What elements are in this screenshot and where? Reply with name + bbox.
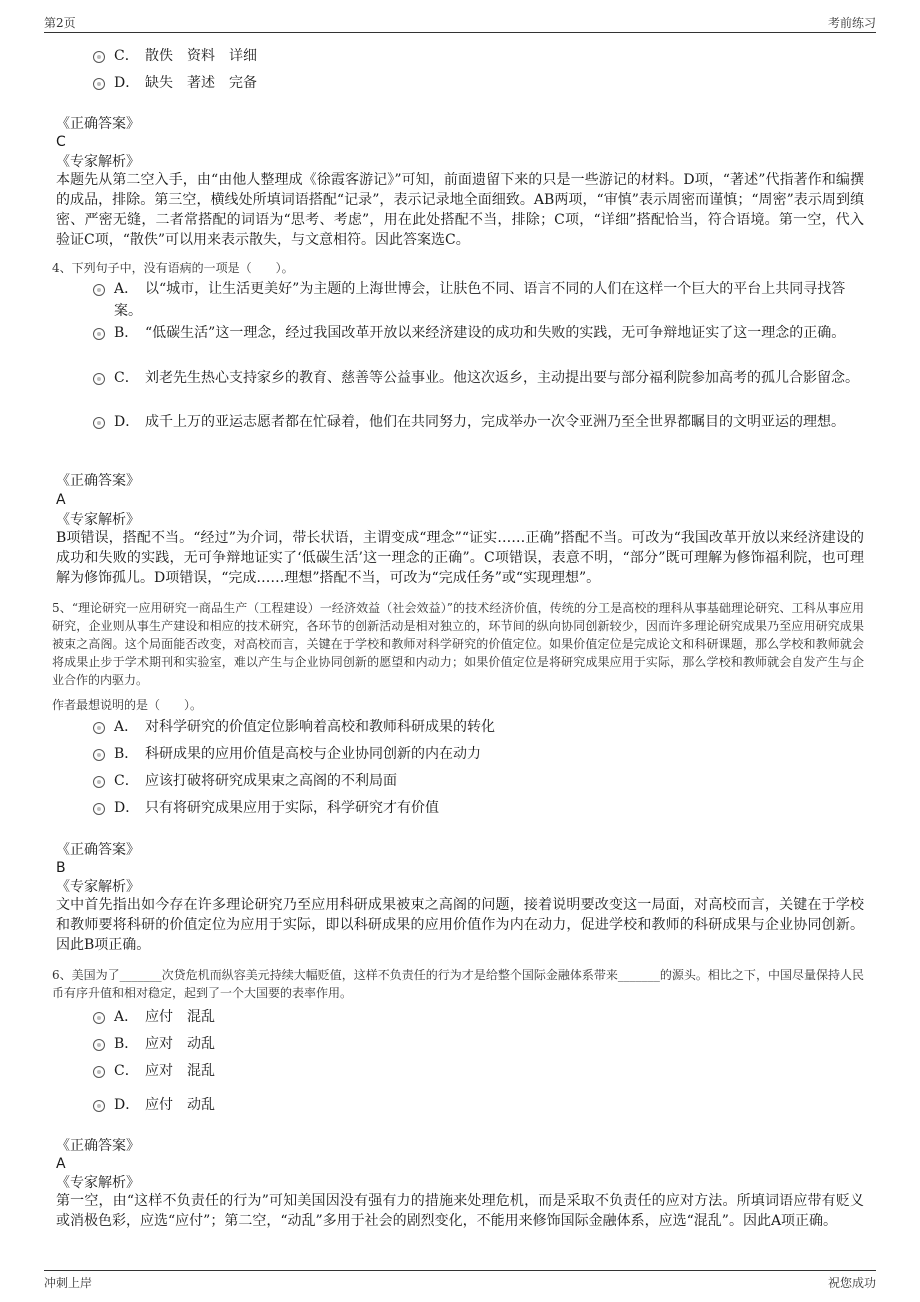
footer-left: 冲刺上岸	[44, 1276, 93, 1290]
radio-icon[interactable]	[93, 417, 105, 429]
analysis-label: 《专家解析》	[56, 512, 140, 528]
q4-option-d[interactable]: D． 成千上万的亚运志愿者都在忙碌着，他们在共同努力，完成举办一次令亚洲乃至全世界都瞩目的文明亚运的理想。	[93, 411, 863, 433]
q4-option-b[interactable]: B． “低碳生活”这一理念，经过我国改革开放以来经济建设的成功和失败的实践，无可争辩地证实了这一理念的正确。	[93, 322, 863, 344]
radio-icon[interactable]	[93, 1039, 105, 1051]
page-footer	[44, 1270, 876, 1295]
analysis-label: 《专家解析》	[56, 1175, 140, 1191]
footer-right: 祝您成功	[827, 1276, 876, 1290]
q5-option-c[interactable]: C． 应该打破将研究成果束之高阁的不利局面	[93, 770, 863, 792]
radio-icon[interactable]	[93, 1100, 105, 1112]
q4-option-c[interactable]: C． 刘老先生热心支持家乡的教育、慈善等公益事业。他这次返乡，主动提出要与部分福利院参加高考的孤儿合影留念。	[93, 367, 863, 389]
header-title: 考前练习	[827, 16, 876, 30]
q6-option-b[interactable]: B． 应对 动乱	[93, 1033, 863, 1055]
radio-icon[interactable]	[93, 284, 105, 296]
radio-icon[interactable]	[93, 1066, 105, 1078]
q5-option-b[interactable]: B． 科研成果的应用价值是高校与企业协同创新的内在动力	[93, 743, 863, 765]
q6-stem: 6、美国为了_______次贷危机而纵容美元持续大幅贬值，这样不负责任的行为才是给整个国际金融体系带来_______的源头。相比之下，中国尽量保持人民币有序升值和相对稳定，起到了一个大国要的表率作用。	[52, 968, 864, 1000]
radio-icon[interactable]	[93, 373, 105, 385]
q3-option-d[interactable]: D． 缺失 著述 完备	[93, 72, 863, 94]
q6-option-d[interactable]: D． 应付 动乱	[93, 1094, 863, 1116]
page-number: 第2页	[44, 16, 76, 30]
radio-icon[interactable]	[93, 803, 105, 815]
q4-stem: 4、下列句子中，没有语病的一项是（ ）。	[52, 261, 294, 275]
q3-analysis: 本题先从第二空入手，由“由他人整理成《徐霞客游记》”可知，前面遗留下来的只是一些游记的材料。D项，“著述”代指著作和编撰的成品，排除。第三空，横线处所填词语搭配“记录”，表示记录地全面细致。AB两项，“审慎”表示周密而谨慎；“周密”表示周到缜密、严密无缝，二者常搭配的词语为“思考、考虑”，用在此处搭配不当，排除；C项，“详细”搭配恰当，符合语境。第一空，代入验证C项，“散佚”可以用来表示散失，与文意相符。因此答案选C。	[56, 172, 864, 248]
analysis-label: 《专家解析》	[56, 154, 140, 170]
q5-option-d[interactable]: D． 只有将研究成果应用于实际，科学研究才有价值	[93, 797, 863, 819]
radio-icon[interactable]	[93, 1012, 105, 1024]
q5-option-a[interactable]: A． 对科学研究的价值定位影响着高校和教师科研成果的转化	[93, 716, 863, 738]
radio-icon[interactable]	[93, 78, 105, 90]
q5-question: 作者最想说明的是（ ）。	[52, 698, 203, 712]
answer-blank: _______	[617, 968, 660, 982]
q3-answer: C	[56, 134, 66, 150]
q4-analysis: B项错误，搭配不当。“经过”为介词，带长状语，主谓变成“理念”“证实……正确”搭配不当。可改为“我国改革开放以来经济建设的成功和失败的实践，无可争辩地证实了‘低碳生活’这一理念的正确”。C项错误，表意不明，“部分”既可理解为修饰福利院，也可理解为修饰孤儿。D项错误，“完成……理想”搭配不当，可改为“完成任务”或“实现理想”。	[56, 530, 864, 586]
q3-option-c[interactable]: C． 散佚 资料 详细	[93, 45, 863, 67]
q6-option-a[interactable]: A． 应付 混乱	[93, 1006, 863, 1028]
q4-answer: A	[56, 492, 66, 508]
radio-icon[interactable]	[93, 776, 105, 788]
answer-label: 《正确答案》	[56, 116, 140, 132]
radio-icon[interactable]	[93, 51, 105, 63]
q6-answer: A	[56, 1156, 66, 1172]
radio-icon[interactable]	[93, 328, 105, 340]
q4-option-a[interactable]: A． 以“城市，让生活更美好”为主题的上海世博会，让肤色不同、语言不同的人们在这样一个巨大的平台上共同寻找答案。	[93, 278, 863, 322]
radio-icon[interactable]	[93, 722, 105, 734]
q5-stem: 5、“理论研究一应用研究一商品生产（工程建设）一经济效益（社会效益）”的技术经济价值，传统的分工是高校的理科从事基础理论研究、工科从事应用研究，企业则从事生产建设和相应的技术研究，各环节的创新活动是相对独立的，环节间的纵向协同创新较少，因而许多理论研究成果乃至应用研究成果被束之高阁。这个局面能否改变，对高校而言，关键在于学校和教师对科学研究的价值定位。如果价值定位是完成论文和科研课题，那么学校和教师就会将成果止步于学术期刊和实验室，难以产生与企业协同创新的愿望和内动力；如果价值定位是将研究成果应用于实际，那么学校和教师就会自发产生与企业合作的内驱力。	[52, 601, 864, 687]
q5-answer: B	[56, 860, 66, 876]
answer-label: 《正确答案》	[56, 842, 140, 858]
q6-analysis: 第一空，由“这样不负责任的行为”可知美国因没有强有力的措施来处理危机，而是采取不负责任的应对方法。所填词语应带有贬义或消极色彩，应选“应付”；第二空，“动乱”多用于社会的剧烈变化，不能用来修饰国际金融体系，应选“混乱”。因此A项正确。	[56, 1193, 864, 1229]
answer-label: 《正确答案》	[56, 1138, 140, 1154]
answer-label: 《正确答案》	[56, 473, 140, 489]
q6-option-c[interactable]: C． 应对 混乱	[93, 1060, 863, 1082]
answer-blank: _______	[119, 968, 162, 982]
page-header	[44, 12, 876, 33]
q5-analysis: 文中首先指出如今存在许多理论研究乃至应用科研成果被束之高阁的问题，接着说明要改变这一局面，对高校而言，关键在于学校和教师要将科研的价值定位为应用于实际，即以科研成果的应用价值作为内在动力，促进学校和教师的科研成果与企业协同创新。因此B项正确。	[56, 897, 864, 953]
analysis-label: 《专家解析》	[56, 879, 140, 895]
radio-icon[interactable]	[93, 749, 105, 761]
